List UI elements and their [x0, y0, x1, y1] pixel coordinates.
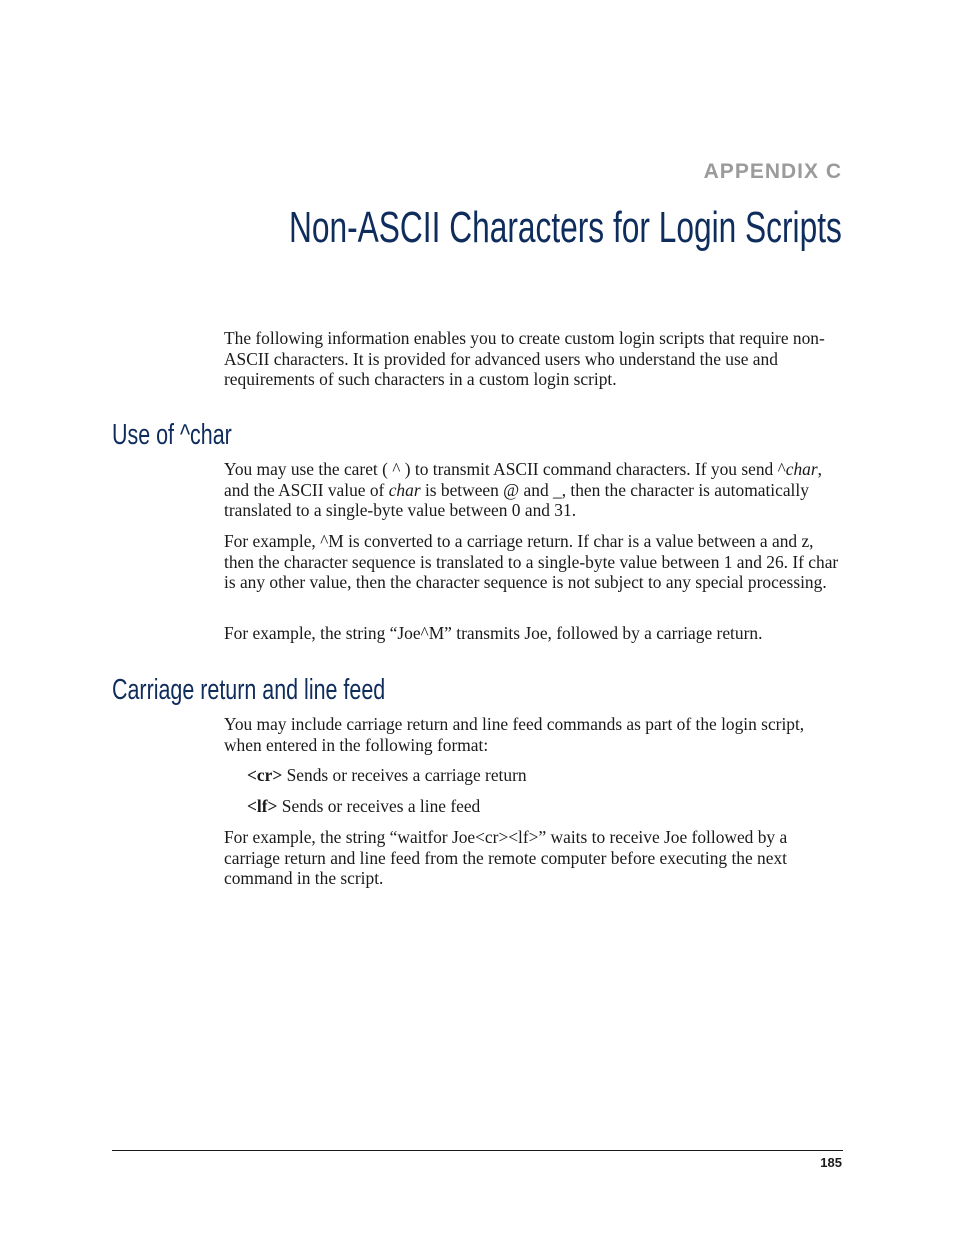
- char-p1-italic-char-1: char: [785, 459, 818, 479]
- char-p1-text-c: , and the ASCII value of: [224, 459, 822, 500]
- char-paragraph-1: [224, 459, 844, 521]
- char-paragraph-3: For example, the string “Joe^M” transmits Joe, followed by a carriage return.: [224, 623, 763, 643]
- cr-code: <cr>: [247, 765, 283, 785]
- lf-description: Sends or receives a line feed: [277, 796, 481, 816]
- lf-code: <lf>: [247, 796, 278, 816]
- char-paragraph-2: For example, ^M is converted to a carriage return. If char is a value between a and z, then the character sequence is translated to a single-byte value between 1 and 26. If char is any other value, then the character sequence is not subject to any special processing.: [224, 531, 839, 592]
- lf-definition: [247, 796, 844, 817]
- page-number: 185: [820, 1155, 842, 1170]
- intro-paragraph: The following information enables you to create custom login scripts that require non-ASCII characters. It is provided for advanced users who understand the use and requirements of such characters in a custom login script.: [224, 328, 825, 389]
- appendix-label: APPENDIX C: [703, 160, 842, 183]
- char-p1-italic-char-2: char: [388, 479, 421, 500]
- crlf-paragraph-1: You may include carriage return and line feed commands as part of the login script, when entered in the following format:: [224, 714, 805, 755]
- section-heading-char: Use of ^char: [112, 419, 232, 451]
- chapter-title: Non-ASCII Characters for Login Scripts: [289, 203, 842, 252]
- cr-definition: [247, 765, 844, 786]
- cr-description: Sends or receives a carriage return: [282, 765, 527, 785]
- char-p1-text-e: is between @ and _, then the character is automatically translated to a single-byte value between 0 and 31.: [224, 479, 809, 520]
- crlf-paragraph-2: For example, the string “waitfor Joe<cr><lf>” waits to receive Joe followed by a carriage return and line feed from the remote computer before executing the next command in the script.: [224, 827, 788, 888]
- char-p1-text-a: You may use the caret ( ^ ) to transmit ASCII command characters. If you send ^: [224, 459, 786, 479]
- section-heading-crlf: Carriage return and line feed: [112, 674, 386, 706]
- footer-rule: [112, 1150, 843, 1151]
